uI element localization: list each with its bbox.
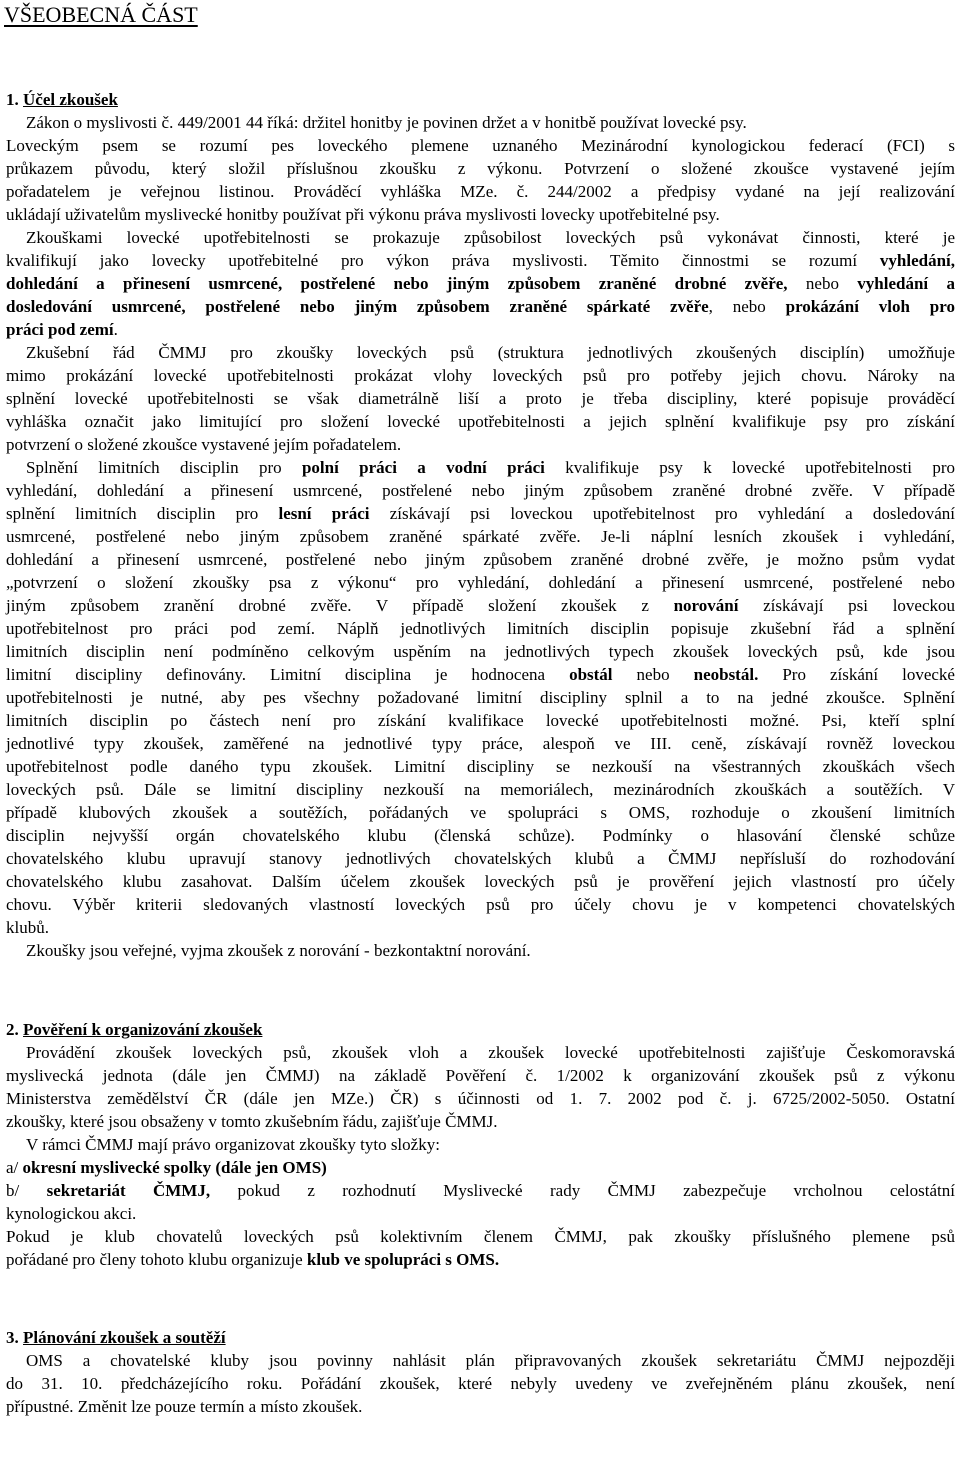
- text-line: mimo prokázání lovecké upotřebitelnosti prokázat vlohy loveckých psů pro potřeby jejich chovu. Nároky na: [6, 366, 955, 385]
- bold-run: norování: [673, 596, 739, 615]
- text-line: průkazem původu, který složil příslušnou zkoušku z výkonu. Potvrzení o složené zkoušce vystavené jejím: [6, 159, 955, 178]
- text-line: [6, 502, 955, 525]
- text-line: [6, 663, 955, 686]
- section-title: Pověření k organizování zkoušek: [23, 1020, 263, 1039]
- text-line: dohledání a přinesení usmrcené, postřelené nebo jiným způsobem zraněné drobné zvěře, je možno psům vydat: [6, 550, 955, 569]
- list-item: [6, 1156, 955, 1179]
- text-run: pokud z rozhodnutí Myslivecké rady ČMMJ zabezpečuje vrcholnou celostátní: [210, 1181, 955, 1200]
- text-run: splnění limitních disciplin pro: [6, 504, 279, 523]
- text-run: pořádané pro členy tohoto klubu organizuje: [6, 1250, 307, 1269]
- text-line: loveckých psů. Dále se limitní discipliny nezkouší na memoriálech, mezinárodních zkouškách a soutěžích. V: [6, 780, 955, 799]
- text-run: .: [113, 320, 118, 339]
- text-line: Provádění zkoušek loveckých psů, zkoušek vloh a zkoušek lovecké upotřebitelnosti zajišťuje Českomoravská: [26, 1043, 955, 1062]
- text-line: Zkušební řád ČMMJ pro zkoušky loveckých psů (struktura jednotlivých zkoušených disciplín) umožňuje: [26, 343, 955, 362]
- text-line: Zkoušky jsou veřejné, vyjma zkoušek z norování - bezkontaktní norování.: [26, 941, 531, 960]
- text-line: Pokud je klub chovatelů loveckých psů kolektivním členem ČMMJ, pak zkoušky příslušného plemene psů: [6, 1227, 955, 1246]
- text-line: „potvrzení o složení zkoušky psa z výkonu“ pro vyhledání, dohledání a přinesení usmrcené, postřelené nebo: [6, 573, 955, 592]
- text-line: do 31. 10. předcházejícího roku. Pořádání zkoušek, které nebyly uvedeny ve zveřejněném plánu zkoušek, není: [6, 1374, 955, 1393]
- text-line: kynologickou akci.: [6, 1204, 137, 1223]
- section-number: 2.: [6, 1020, 19, 1039]
- bold-run: dohledání a přinesení usmrcené, postřelené nebo jiným způsobem zraněné drobné zvěře,: [6, 274, 788, 293]
- text-line: limitních disciplin není podmíněno celkovým uspěním na jednotlivých typech zkoušek loveckých psů, kde jsou: [6, 642, 955, 661]
- section-title: Plánování zkoušek a soutěží: [23, 1328, 226, 1347]
- text-line: vyhledání, dohledání a přinesení usmrcené, postřelené nebo jiným způsobem zraněné drobné zvěře. V případě: [6, 481, 955, 500]
- text-line: chovatelského klubu upravují stanovy jednotlivých chovatelských klubů a ČMMJ nepřísluší do rozhodování: [6, 849, 955, 868]
- text-line: [26, 456, 955, 479]
- text-line: myslivecká jednota (dále jen ČMMJ) na základě Pověření č. 1/2002 k organizování zkoušek psů z výkonu: [6, 1066, 955, 1085]
- text-line: [6, 249, 955, 272]
- text-line: limitních disciplin po částech není pro získání kvalifikace lovecké upotřebitelnosti možné. Psi, kteří splní: [6, 711, 955, 730]
- text-run: kvalifikuje psy k lovecké upotřebitelnosti pro: [544, 458, 955, 477]
- text-line: upotřebitelnost pro práci pod zemí. Náplň jednotlivých limitních disciplin popisuje zkušební řád a splnění: [6, 619, 955, 638]
- section-title: Účel zkoušek: [23, 90, 118, 109]
- text-line: upotřebitelnost podle daného typu zkoušek. Limitní discipliny se nezkouší na všestranných zkouškách všech: [6, 757, 955, 776]
- text-line: upotřebitelnosti je nutné, aby pes všechny požadované limitní discipliny splnil a to na jedné zkoušce. Splnění: [6, 688, 955, 707]
- text-line: klubů.: [6, 918, 49, 937]
- bold-run: lesní práci: [278, 504, 370, 523]
- text-line: vyhláška označit jako limitující pro složení lovecké upotřebitelnosti a jejich splnění kvalifikuje psy pro získání: [6, 412, 955, 431]
- text-line: Ministerstva zemědělství ČR (dále jen MZe.) ČR) s účinnosti od 1. 7. 2002 pod č. j. 6725/2002-5050. Ostatní: [6, 1089, 955, 1108]
- text-line: V rámci ČMMJ mají právo organizovat zkoušky tyto složky:: [26, 1135, 440, 1154]
- bold-run: vyhledání a: [857, 274, 955, 293]
- text-line: ukládají uživatelům myslivecké honitby používat při výkonu práva myslivosti lovecky upotřebitelné psy.: [6, 205, 720, 224]
- text-line: splnění lovecké upotřebitelnosti se však diametrálně liší a proto je třeba discipliny, které popisuje prováděcí: [6, 389, 955, 408]
- bold-run: okresní myslivecké spolky (dále jen OMS): [22, 1158, 327, 1177]
- section-heading-2: [6, 1018, 955, 1041]
- text-run: kvalifikují jako lovecky upotřebitelné pro výkon práva myslivosti. Těmito činnostmi se rozumí: [6, 251, 880, 270]
- bold-run: klub ve spolupráci s OMS.: [306, 1250, 500, 1269]
- list-item: [6, 1179, 955, 1202]
- section-number: 3.: [6, 1328, 19, 1347]
- text-line: [6, 295, 955, 318]
- text-line: Zákon o myslivosti č. 449/2001 44 říká: držitel honitby je povinen držet a v honitbě používat lovecké psy.: [26, 113, 747, 132]
- bold-run: neobstál.: [693, 665, 759, 684]
- text-run: , nebo: [708, 297, 786, 316]
- bold-run: polní práci a vodní práci: [301, 458, 545, 477]
- text-line: zkoušky, které jsou obsaženy v tomto zkušebním řádu, zajišťuje ČMMJ.: [6, 1112, 498, 1131]
- text-line: Loveckým psem se rozumí pes loveckého plemene uznaného Mezinárodní kynologickou federací (FCI) s: [6, 136, 955, 155]
- text-line: Zkouškami lovecké upotřebitelnosti se prokazuje způsobilost loveckých psů vykonávat činnosti, které je: [26, 228, 955, 247]
- bold-run: obstál: [569, 665, 613, 684]
- document-title: VŠEOBECNÁ ČÁST: [4, 2, 198, 27]
- bold-run: prokázání vloh pro: [785, 297, 955, 316]
- text-line: přípustné. Změnit lze pouze termín a místo zkoušek.: [6, 1397, 363, 1416]
- text-run: nebo: [612, 665, 694, 684]
- text-run: limitní discipliny definovány. Limitní disciplina je hodnocena: [6, 665, 570, 684]
- text-line: chovu. Výběr kriterii sledovaných vlastností loveckých psů pro účely chovu je v kompetenci chovatelských: [6, 895, 955, 914]
- text-line: [6, 594, 955, 617]
- text-run: získávají psi loveckou: [738, 596, 956, 615]
- list-marker: a/: [6, 1158, 23, 1177]
- text-line: pořadatelem je veřejnou listinou. Prováděcí vyhláška MZe. č. 244/2002 a předpisy vydané na její realizování: [6, 182, 955, 201]
- bold-run: práci pod zemí: [6, 320, 114, 339]
- list-marker: b/: [6, 1181, 47, 1200]
- text-run: Splnění limitních disciplin pro: [26, 458, 302, 477]
- section-heading-3: [6, 1326, 955, 1349]
- section-heading-1: [6, 88, 955, 111]
- section-number: 1.: [6, 90, 19, 109]
- text-run: nebo: [787, 274, 858, 293]
- text-run: jiným způsobem zranění drobné zvěře. V případě složení zkoušek z: [6, 596, 674, 615]
- text-run: získávají psi loveckou upotřebitelnost pro vyhledání a dosledování: [369, 504, 955, 523]
- text-line: usmrcené, postřelené nebo jiným způsobem zraněné spárkaté zvěře. Je-li náplní lesních zkoušek i vyhledání,: [6, 527, 955, 546]
- text-line: jednotlivé typy zkoušek, zaměřené na jednotlivé typy práce, alespoň ve III. ceně, získávají rovněž loveckou: [6, 734, 955, 753]
- text-line: potvrzení o složené zkoušce vystavené jejím pořadatelem.: [6, 435, 402, 454]
- text-line: případě klubových zkoušek a soutěžích, pořádaných ve spolupráci s OMS, rozhoduje o zkoušení limitních: [6, 803, 955, 822]
- text-line: [6, 1248, 955, 1271]
- text-line: disciplin nejvyšší orgán chovatelského klubu (členská schůze). Podmínky o hlasování členské schůze: [6, 826, 955, 845]
- text-line: chovatelského klubu zasahovat. Dalším účelem zkoušek loveckých psů je prověření jejich vlastností pro účely: [6, 872, 955, 891]
- bold-run: vyhledání,: [879, 251, 955, 270]
- text-line: [6, 318, 955, 341]
- bold-run: sekretariát ČMMJ,: [46, 1181, 211, 1200]
- text-line: OMS a chovatelské kluby jsou povinny nahlásit plán připravovaných zkoušek sekretariátu ČMMJ nejpozději: [26, 1351, 955, 1370]
- bold-run: dosledování usmrcené, postřelené nebo jiným způsobem zraněné spárkaté zvěře: [6, 297, 709, 316]
- text-run: Pro získání lovecké: [758, 665, 955, 684]
- text-line: [6, 272, 955, 295]
